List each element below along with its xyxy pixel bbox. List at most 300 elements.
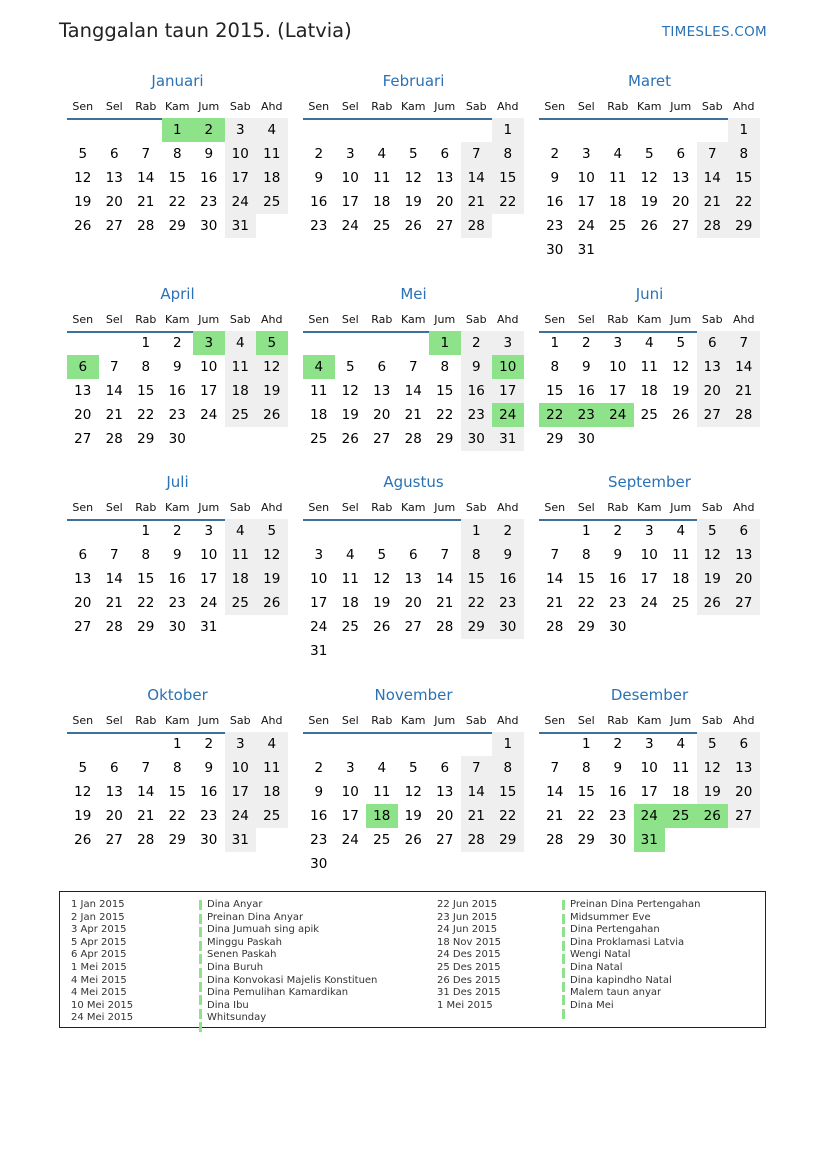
day-cell: 31 <box>492 427 524 451</box>
weekday-header: Jum <box>198 313 220 326</box>
day-cell: 18 <box>373 194 391 210</box>
day-cell: 14 <box>436 571 454 587</box>
legend-left-names <box>207 899 377 1025</box>
day-cell: 15 <box>546 383 564 399</box>
day-cell: 26 <box>256 591 288 615</box>
day-cell: 9 <box>172 547 182 563</box>
holiday-day-cell: 10 <box>492 355 524 379</box>
day-cell: 9 <box>204 760 214 776</box>
day-cell: 24 <box>577 218 595 234</box>
page-title: Tanggalan taun 2015. (Latvia) <box>59 19 352 42</box>
day-cell: 6 <box>408 547 418 563</box>
legend-right-dates <box>437 899 501 1012</box>
day-cell: 24 <box>640 595 658 611</box>
day-cell: 11 <box>640 359 658 375</box>
day-cell: 26 <box>74 832 92 848</box>
day-cell: 12 <box>256 355 288 379</box>
holiday-day-cell: 3 <box>193 331 225 355</box>
day-cell: 24 <box>341 832 359 848</box>
day-cell: 20 <box>105 194 123 210</box>
day-cell: 17 <box>640 784 658 800</box>
day-cell: 20 <box>436 808 454 824</box>
day-cell: 3 <box>345 760 355 776</box>
day-cell: 9 <box>613 760 623 776</box>
day-cell: 10 <box>225 756 257 780</box>
day-cell: 10 <box>341 170 359 186</box>
holiday-day-cell: 24 <box>492 403 524 427</box>
day-cell: 1 <box>581 736 591 752</box>
legend-holiday-name: Wengi Natal <box>570 949 631 961</box>
day-cell: 18 <box>225 379 257 403</box>
weekday-header: Jum <box>198 100 220 113</box>
day-cell: 23 <box>200 194 218 210</box>
day-cell: 23 <box>609 595 627 611</box>
day-cell: 9 <box>581 359 591 375</box>
day-cell: 12 <box>404 170 422 186</box>
weekday-header: Ahd <box>733 100 755 113</box>
day-cell: 20 <box>728 567 760 591</box>
day-cell: 7 <box>408 359 418 375</box>
brand-link[interactable]: TIMESLES.COM <box>661 24 767 40</box>
day-cell: 2 <box>492 519 524 543</box>
weekday-header: Jum <box>198 501 220 514</box>
day-cell: 15 <box>461 567 493 591</box>
day-cell: 4 <box>676 736 686 752</box>
day-cell: 11 <box>310 383 328 399</box>
day-cell: 8 <box>141 547 151 563</box>
legend-holiday-name: Midsummer Eve <box>570 911 651 923</box>
day-cell: 9 <box>461 355 493 379</box>
day-cell: 7 <box>550 547 560 563</box>
day-cell: 1 <box>141 523 151 539</box>
weekday-header: Kam <box>165 313 190 326</box>
legend-holiday-name: Preinan Dina Anyar <box>207 911 304 923</box>
day-cell: 25 <box>256 804 288 828</box>
day-cell: 21 <box>105 595 123 611</box>
weekday-header: Sen <box>308 100 330 113</box>
legend-holiday-name: Dina Pertengahan <box>570 924 660 936</box>
legend-date: 26 Des 2015 <box>437 974 501 986</box>
day-cell: 5 <box>377 547 387 563</box>
day-cell: 26 <box>404 218 422 234</box>
day-cell: 16 <box>609 571 627 587</box>
legend-date: 25 Des 2015 <box>437 961 501 973</box>
day-cell: 10 <box>341 784 359 800</box>
weekday-header: Sab <box>701 313 723 326</box>
month-name: Februari <box>382 72 445 90</box>
legend-marker <box>199 914 202 927</box>
day-cell: 3 <box>613 335 623 351</box>
day-cell: 13 <box>105 170 123 186</box>
weekday-header: Jum <box>670 501 692 514</box>
day-cell: 17 <box>609 383 627 399</box>
day-cell: 29 <box>577 619 595 635</box>
weekday-header: Jum <box>670 100 692 113</box>
header-rule <box>303 118 524 120</box>
legend-date: 4 Mei 2015 <box>71 974 127 986</box>
day-cell: 4 <box>256 118 288 142</box>
day-cell: 27 <box>728 591 760 615</box>
weekday-header: Sab <box>701 714 723 727</box>
weekday-header: Kam <box>401 313 426 326</box>
day-cell: 29 <box>728 214 760 238</box>
day-cell: 27 <box>436 832 454 848</box>
day-cell: 6 <box>78 547 88 563</box>
day-cell: 6 <box>676 146 686 162</box>
day-cell: 19 <box>256 379 288 403</box>
day-cell: 6 <box>728 732 760 756</box>
weekday-header: Sel <box>577 714 595 727</box>
day-cell: 3 <box>345 146 355 162</box>
legend-date: 2 Jan 2015 <box>71 911 125 923</box>
holiday-day-cell: 1 <box>429 331 461 355</box>
weekday-header: Sab <box>465 100 487 113</box>
day-cell: 8 <box>550 359 560 375</box>
legend-holiday-name: Dina Proklamasi Latvia <box>570 936 685 948</box>
day-cell: 26 <box>341 431 359 447</box>
weekday-header: Sab <box>229 313 251 326</box>
day-cell: 7 <box>461 142 493 166</box>
day-cell: 17 <box>577 194 595 210</box>
holiday-day-cell: 22 <box>539 403 571 427</box>
day-cell: 9 <box>314 170 324 186</box>
day-cell: 7 <box>141 760 151 776</box>
day-cell: 3 <box>204 523 214 539</box>
weekday-header: Sen <box>308 714 330 727</box>
weekday-header: Rab <box>371 100 393 113</box>
weekday-header: Sab <box>229 714 251 727</box>
weekday-header: Ahd <box>497 501 519 514</box>
day-cell: 15 <box>436 383 454 399</box>
day-cell: 15 <box>492 780 524 804</box>
weekday-header: Ahd <box>261 501 283 514</box>
legend-marker <box>199 1022 202 1035</box>
legend-marker <box>562 927 565 940</box>
day-cell: 28 <box>546 832 564 848</box>
legend-holiday-name: Preinan Dina Pertengahan <box>570 899 701 910</box>
day-cell: 23 <box>310 218 328 234</box>
legend-marker <box>562 954 565 967</box>
weekday-header: Ahd <box>497 100 519 113</box>
day-cell: 24 <box>200 595 218 611</box>
legend-holiday-name: Dina Buruh <box>207 961 264 973</box>
weekday-header: Sen <box>544 100 566 113</box>
day-cell: 23 <box>461 403 493 427</box>
month-name: Juli <box>166 473 189 491</box>
day-cell: 3 <box>492 331 524 355</box>
day-cell: 9 <box>172 359 182 375</box>
day-cell: 16 <box>310 194 328 210</box>
day-cell: 7 <box>440 547 450 563</box>
day-cell: 21 <box>728 379 760 403</box>
day-cell: 24 <box>225 804 257 828</box>
day-cell: 5 <box>78 146 88 162</box>
holiday-day-cell: 4 <box>303 355 335 379</box>
day-cell: 30 <box>546 242 564 258</box>
weekday-header: Sel <box>341 501 359 514</box>
day-cell: 30 <box>200 218 218 234</box>
day-cell: 22 <box>728 190 760 214</box>
day-cell: 28 <box>546 619 564 635</box>
day-cell: 3 <box>225 732 257 756</box>
day-cell: 30 <box>492 615 524 639</box>
legend-marker <box>199 900 202 913</box>
day-cell: 14 <box>105 383 123 399</box>
header-rule <box>539 118 760 120</box>
day-cell: 2 <box>613 523 623 539</box>
legend-date: 1 Mei 2015 <box>71 961 127 973</box>
day-cell: 22 <box>577 595 595 611</box>
weekday-header: Ahd <box>261 313 283 326</box>
day-cell: 19 <box>404 194 422 210</box>
holiday-day-cell: 31 <box>634 828 666 852</box>
day-cell: 2 <box>314 760 324 776</box>
day-cell: 4 <box>613 146 623 162</box>
weekday-header: Kam <box>637 501 662 514</box>
day-cell: 24 <box>310 619 328 635</box>
legend-date: 23 Jun 2015 <box>437 911 498 923</box>
day-cell: 20 <box>74 595 92 611</box>
weekday-header: Sen <box>544 501 566 514</box>
day-cell: 8 <box>492 142 524 166</box>
day-cell: 14 <box>137 170 155 186</box>
day-cell: 13 <box>436 170 454 186</box>
day-cell: 13 <box>672 170 690 186</box>
legend-holiday-name: Dina Anyar <box>207 899 263 910</box>
weekday-header: Sen <box>308 501 330 514</box>
day-cell: 13 <box>74 571 92 587</box>
weekday-header: Rab <box>135 313 157 326</box>
day-cell: 12 <box>256 543 288 567</box>
day-cell: 17 <box>200 383 218 399</box>
legend-holiday-name: Dina Ibu <box>207 999 249 1011</box>
weekday-header: Sab <box>465 714 487 727</box>
legend-date: 18 Nov 2015 <box>437 936 502 948</box>
day-cell: 1 <box>728 118 760 142</box>
day-cell: 18 <box>256 166 288 190</box>
legend-left-markers <box>199 899 202 1025</box>
day-cell: 22 <box>492 190 524 214</box>
legend-marker <box>199 995 202 1008</box>
day-cell: 16 <box>168 571 186 587</box>
day-cell: 1 <box>141 335 151 351</box>
day-cell: 20 <box>373 407 391 423</box>
legend-date: 1 Mei 2015 <box>437 999 493 1011</box>
legend-right-markers <box>562 899 565 1025</box>
day-cell: 17 <box>492 379 524 403</box>
day-cell: 8 <box>141 359 151 375</box>
day-cell: 26 <box>640 218 658 234</box>
day-cell: 28 <box>137 832 155 848</box>
weekday-header: Sen <box>308 313 330 326</box>
day-cell: 20 <box>672 194 690 210</box>
legend-holiday-name: Senen Paskah <box>207 949 277 961</box>
day-cell: 30 <box>310 856 328 872</box>
weekday-header: Jum <box>434 313 456 326</box>
weekday-header: Sab <box>229 100 251 113</box>
legend-holiday-name: Minggu Paskah <box>207 936 282 948</box>
holiday-day-cell: 24 <box>602 403 634 427</box>
day-cell: 20 <box>404 595 422 611</box>
day-cell: 6 <box>440 146 450 162</box>
legend-holiday-name: Whitsunday <box>207 1012 267 1024</box>
day-cell: 13 <box>728 756 760 780</box>
legend-right-names <box>570 899 700 1012</box>
day-cell: 3 <box>644 523 654 539</box>
day-cell: 17 <box>341 194 359 210</box>
day-cell: 1 <box>581 523 591 539</box>
day-cell: 18 <box>341 595 359 611</box>
weekday-header: Kam <box>401 714 426 727</box>
day-cell: 13 <box>404 571 422 587</box>
day-cell: 18 <box>225 567 257 591</box>
legend-date: 4 Mei 2015 <box>71 987 127 999</box>
day-cell: 19 <box>74 194 92 210</box>
legend-holiday-name: Dina kapindho Natal <box>570 974 672 986</box>
day-cell: 12 <box>341 383 359 399</box>
day-cell: 6 <box>728 519 760 543</box>
day-cell: 15 <box>168 784 186 800</box>
day-cell: 25 <box>341 619 359 635</box>
day-cell: 1 <box>492 732 524 756</box>
month-name: November <box>374 686 453 704</box>
weekday-header: Kam <box>637 714 662 727</box>
day-cell: 13 <box>697 355 729 379</box>
day-cell: 19 <box>74 808 92 824</box>
day-cell: 14 <box>461 780 493 804</box>
day-cell: 30 <box>168 619 186 635</box>
day-cell: 7 <box>550 760 560 776</box>
day-cell: 22 <box>436 407 454 423</box>
day-cell: 28 <box>404 431 422 447</box>
day-cell: 9 <box>550 170 560 186</box>
day-cell: 25 <box>225 591 257 615</box>
day-cell: 14 <box>137 784 155 800</box>
weekday-header: Sab <box>465 313 487 326</box>
day-cell: 27 <box>74 431 92 447</box>
day-cell: 30 <box>168 431 186 447</box>
day-cell: 7 <box>461 756 493 780</box>
day-cell: 24 <box>341 218 359 234</box>
day-cell: 22 <box>492 804 524 828</box>
legend-marker <box>562 941 565 954</box>
weekday-header: Sen <box>544 714 566 727</box>
day-cell: 14 <box>546 571 564 587</box>
day-cell: 21 <box>137 808 155 824</box>
weekday-header: Sel <box>577 501 595 514</box>
day-cell: 5 <box>256 519 288 543</box>
weekday-header: Sen <box>72 313 94 326</box>
day-cell: 6 <box>697 331 729 355</box>
day-cell: 10 <box>640 547 658 563</box>
day-cell: 21 <box>404 407 422 423</box>
day-cell: 1 <box>461 519 493 543</box>
day-cell: 15 <box>137 383 155 399</box>
legend-marker <box>562 982 565 995</box>
day-cell: 13 <box>74 383 92 399</box>
day-cell: 11 <box>672 547 690 563</box>
month-name: Oktober <box>147 686 208 704</box>
day-cell: 26 <box>404 832 422 848</box>
day-cell: 15 <box>168 170 186 186</box>
day-cell: 21 <box>105 407 123 423</box>
day-cell: 12 <box>373 571 391 587</box>
day-cell: 13 <box>728 543 760 567</box>
day-cell: 18 <box>672 571 690 587</box>
day-cell: 27 <box>728 804 760 828</box>
weekday-header: Sel <box>341 313 359 326</box>
day-cell: 11 <box>672 760 690 776</box>
day-cell: 11 <box>373 784 391 800</box>
weekday-header: Kam <box>165 714 190 727</box>
day-cell: 19 <box>672 383 690 399</box>
month-name: Desember <box>610 686 689 704</box>
day-cell: 8 <box>461 543 493 567</box>
day-cell: 22 <box>137 595 155 611</box>
legend-date: 6 Apr 2015 <box>71 949 127 961</box>
day-cell: 9 <box>613 547 623 563</box>
legend-date: 3 Apr 2015 <box>71 924 127 936</box>
day-cell: 11 <box>256 756 288 780</box>
day-cell: 17 <box>225 166 257 190</box>
day-cell: 11 <box>373 170 391 186</box>
weekday-header: Sel <box>341 714 359 727</box>
weekday-header: Ahd <box>261 714 283 727</box>
day-cell: 16 <box>546 194 564 210</box>
weekday-header: Rab <box>371 313 393 326</box>
day-cell: 18 <box>609 194 627 210</box>
day-cell: 16 <box>577 383 595 399</box>
day-cell: 5 <box>697 519 729 543</box>
legend-date: 24 Mei 2015 <box>71 1012 134 1024</box>
legend-marker <box>562 968 565 981</box>
day-cell: 5 <box>345 359 355 375</box>
day-cell: 2 <box>172 523 182 539</box>
weekday-header: Sab <box>701 501 723 514</box>
day-cell: 30 <box>577 431 595 447</box>
weekday-header: Kam <box>637 313 662 326</box>
legend-date: 5 Apr 2015 <box>71 936 127 948</box>
day-cell: 28 <box>137 218 155 234</box>
day-cell: 8 <box>728 142 760 166</box>
day-cell: 18 <box>256 780 288 804</box>
day-cell: 28 <box>436 619 454 635</box>
weekday-header: Rab <box>607 313 629 326</box>
day-cell: 4 <box>676 523 686 539</box>
day-cell: 17 <box>225 780 257 804</box>
day-cell: 23 <box>609 808 627 824</box>
holiday-day-cell: 25 <box>665 804 697 828</box>
weekday-header: Ahd <box>733 501 755 514</box>
weekday-header: Sel <box>577 313 595 326</box>
day-cell: 11 <box>609 170 627 186</box>
weekday-header: Sel <box>105 100 123 113</box>
weekday-header: Ahd <box>497 313 519 326</box>
day-cell: 9 <box>204 146 214 162</box>
day-cell: 12 <box>697 756 729 780</box>
holiday-day-cell: 6 <box>67 355 99 379</box>
legend-marker <box>199 941 202 954</box>
day-cell: 19 <box>640 194 658 210</box>
day-cell: 23 <box>310 832 328 848</box>
legend-marker <box>562 1009 565 1022</box>
day-cell: 5 <box>408 760 418 776</box>
day-cell: 15 <box>137 571 155 587</box>
weekday-header: Sel <box>105 313 123 326</box>
day-cell: 8 <box>172 146 182 162</box>
header-rule <box>303 732 524 734</box>
day-cell: 15 <box>492 166 524 190</box>
